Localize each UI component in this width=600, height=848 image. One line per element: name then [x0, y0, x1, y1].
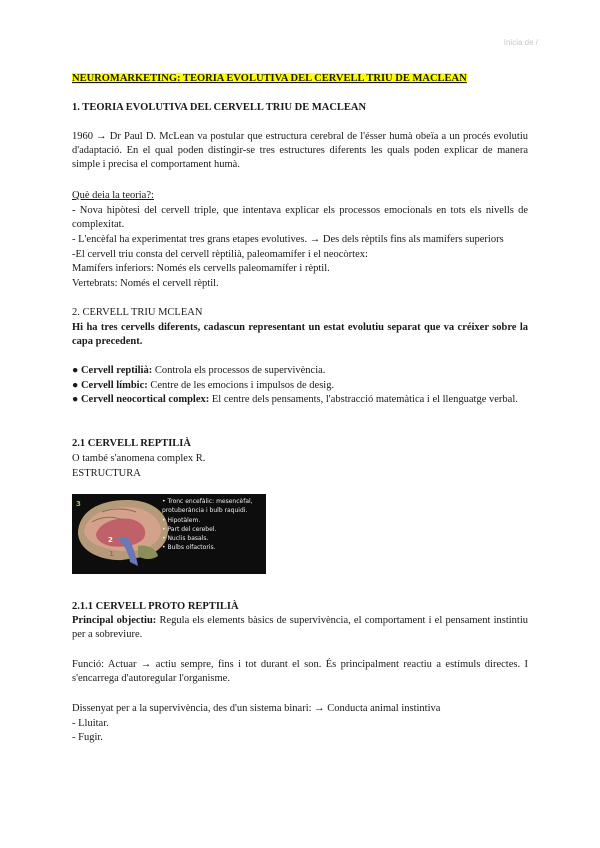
list-item-flee: - Fugir. — [72, 732, 103, 743]
figure-label: • Bulbs olfactoris. — [162, 544, 216, 552]
figure-label: protuberància i bulb raquidi. — [162, 507, 248, 515]
principal-objective: Principal objectiu: Regula els elements bàsics de supervivència, el comportament i el pensament instintiu per a sobreviure. — [72, 615, 528, 640]
figure-labels — [162, 497, 253, 553]
section-2-lead: Hi ha tres cervells diferents, cadascun representant un estat evolutiu separat que va créixer sobre la capa precedent. — [72, 322, 528, 347]
figure-number-1: 1 — [109, 550, 114, 558]
theory-line-3: -El cervell triu consta del cervell rèptilià, paleomamífer i el neocòrtex: — [72, 249, 368, 260]
brain-structure-image — [72, 494, 266, 574]
designed-line: Dissenyat per a la supervivència, des d'un sistema binari: → Conducta animal instintiva — [72, 703, 441, 714]
section-2-heading: 2. CERVELL TRIU MCLEAN — [72, 307, 203, 318]
bullet-limbic: ● Cervell límbic: Centre de les emocions i impulsos de desig. — [72, 380, 335, 391]
page-indicator: Inicia de / — [503, 38, 538, 47]
bullet-neocortical: ● Cervell neocortical complex: El centre dels pensaments, l'abstracció matemàtica i el llenguatge verbal. — [72, 394, 518, 405]
structure-label: ESTRUCTURA — [72, 468, 141, 479]
theory-line-1: - Nova hipòtesi del cervell triple, que intentava explicar els processos emocionals en tots els nivells de complexitat. — [72, 205, 528, 230]
bullet-reptilian: ● Cervell reptilià: Controla els processos de supervivència. — [72, 365, 326, 376]
figure-number-2: 2 — [108, 536, 113, 544]
function-paragraph: Funció: Actuar → actiu sempre, fins i tot durant el son. És principalment reactiu a estímuls directes. I s'encarrega d'autoregular l'organisme. — [72, 659, 528, 684]
figure-label: • Tronc encefàlic: mesencèfal, — [162, 498, 253, 505]
figure-label: • Hipotàlem. — [162, 516, 201, 524]
figure-label: • Part del cerebel. — [162, 525, 217, 533]
section-1-heading: 1. TEORIA EVOLUTIVA DEL CERVELL TRIU DE MACLEAN — [72, 102, 367, 113]
figure-label: • Nuclis basals. — [162, 535, 209, 543]
figure-number-3: 3 — [76, 500, 81, 508]
theory-line-2: - L'encèfal ha experimentat tres grans etapes evolutives. → Des dels rèptils fins als mamífers superiors — [72, 234, 504, 245]
section-2-1-1-heading: 2.1.1 CERVELL PROTO REPTILIÀ — [72, 601, 239, 612]
theory-line-4: Mamífers inferiors: Només els cervells paleomamífer i rèptil. — [72, 263, 330, 274]
section-2-1-heading: 2.1 CERVELL REPTILIÀ — [72, 438, 191, 449]
section-1-intro: 1960 → Dr Paul D. McLean va postular que estructura cerebral de l'ésser humà obeïa a un procés evolutiu d'adaptació. En el qual poden distingir-se tres estructures diferents les quals poden explicar de manera simple i precisa el comportament humà. — [72, 131, 528, 170]
document-title: NEUROMARKETING: TEORIA EVOLUTIVA DEL CERVELL TRIU DE MACLEAN — [72, 73, 467, 84]
list-item-fight: - Lluitar. — [72, 718, 109, 729]
theory-question: Què deia la teoria?: — [72, 190, 154, 201]
theory-line-5: Vertebrats: Només el cervell rèptil. — [72, 278, 219, 289]
complex-r-line: O també s'anomena complex R. — [72, 453, 206, 464]
